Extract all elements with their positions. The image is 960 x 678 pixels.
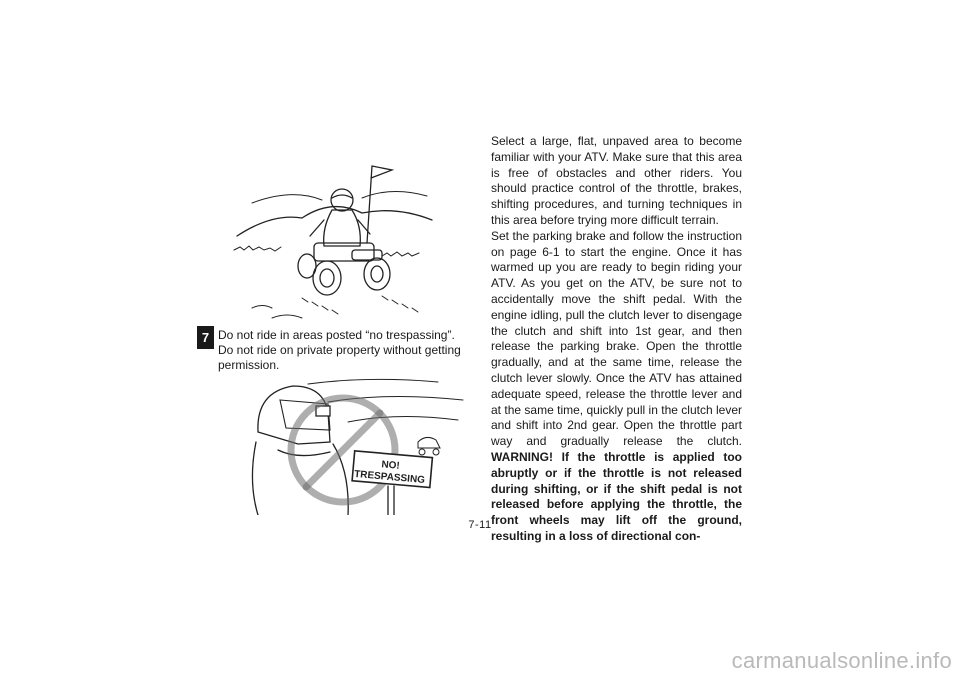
start-riding-text: Set the parking brake and follow the instruction on page 6-1 to start the engine. Once it has warmed up you are ready to begin riding your ATV. As you get on the ATV, be sure not to accidentally move the shift pedal. With the engine idling, pull the clutch lever to disengage the clutch and shift into 1st gear, and then release the parking brake. Open the throttle gradually, and at the same time, release the clutch lever slowly. Once the ATV has attained adequate speed, release the throttle lever and at the same time, quickly pull in the clutch lever and shift into 2nd gear. Open the throttle part way and gradually release the clutch. bbox=[491, 228, 742, 449]
no-trespassing-line: Do not ride in areas posted “no trespassing”. bbox=[218, 328, 455, 342]
sign-line1: NO! bbox=[380, 459, 401, 472]
sign-line2: TRESPASSING bbox=[353, 468, 426, 487]
chapter-tab: 7 bbox=[197, 326, 214, 349]
riding-instructions bbox=[491, 134, 742, 545]
watermark: carmanualsonline.info bbox=[731, 648, 952, 673]
warning-text: WARNING! If the throttle is applied too abruptly or if the throttle is not released during shifting, or if the shift pedal is not released before applying the throttle, the front wheels may lift off the ground, resulting in a loss of directional con- bbox=[491, 449, 742, 543]
page-number: 7-11 bbox=[468, 519, 492, 531]
no-trespassing-illustration bbox=[238, 372, 468, 515]
private-property-line: Do not ride on private property without getting permission. bbox=[218, 343, 461, 372]
start-riding-paragraph bbox=[491, 229, 742, 545]
practice-area-paragraph: Select a large, flat, unpaved area to become familiar with your ATV. Make sure that this area is free of obstacles and other riders. You should practice control of the throttle, brakes, shifting procedures, and turning techniques in this area before trying more difficult terrain. bbox=[491, 134, 742, 227]
atv-rider-illustration bbox=[232, 158, 437, 323]
trespassing-text bbox=[218, 328, 480, 373]
